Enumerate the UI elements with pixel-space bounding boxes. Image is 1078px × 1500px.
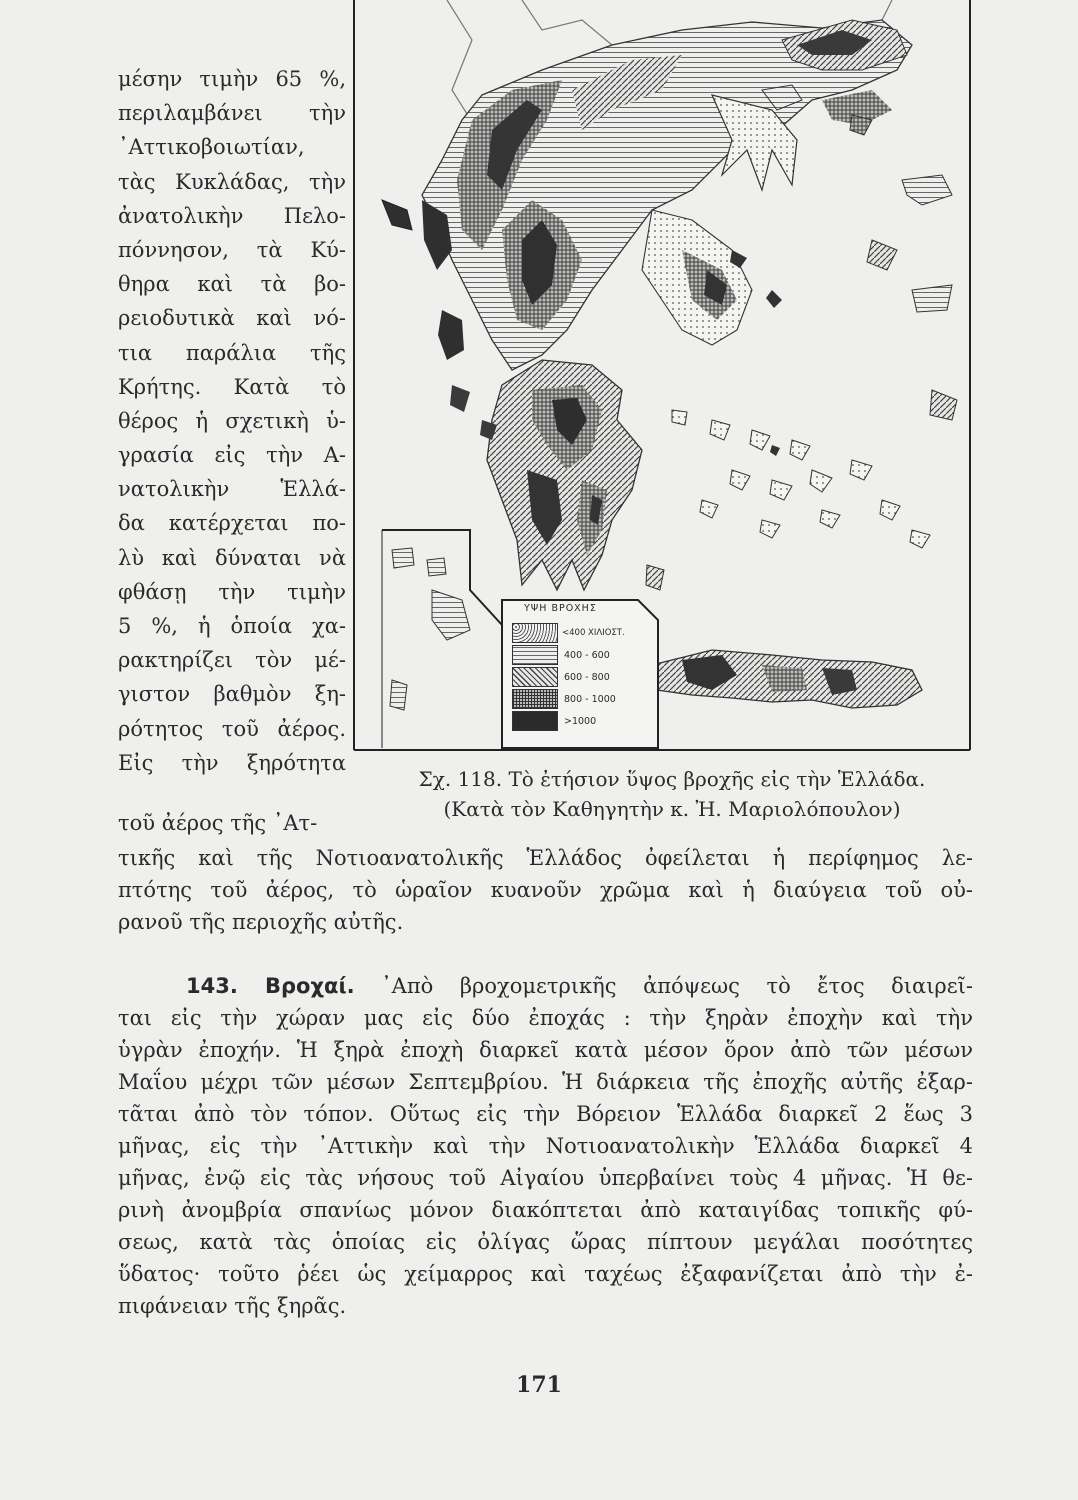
text-line: τᾶται ἀπὸ τὸν τόπον. Οὕτως εἰς τὴν Βόρειον Ἑλλάδα διαρκεῖ 2 ἕως 3 <box>118 1102 973 1126</box>
text-line: θηρα καὶ τὰ βο- <box>118 272 346 297</box>
text-line: νατολικὴν Ἑλλά- <box>118 477 346 502</box>
legend-swatch-grid <box>512 689 558 709</box>
figure-caption <box>372 764 972 824</box>
legend-label: <400 ΧΙΛΙΟΣΤ. <box>562 628 625 638</box>
greece-rainfall-map <box>352 0 972 752</box>
text-line: τια παράλια τῆς <box>118 340 346 365</box>
text-line: γρασία εἰς τὴν Α- <box>118 443 346 468</box>
text-line: ται εἰς τὴν χώραν μας εἰς δύο ἐποχάς : τὴν ξηρὰν ἐποχὴν καὶ τὴν <box>118 1006 973 1030</box>
legend-title: ΥΨΗ ΒΡΟΧΗΣ <box>524 603 597 614</box>
caption-source: (Κατὰ τὸν Καθηγητὴν κ. Ἠ. Μαριολόπουλον) <box>443 797 901 821</box>
text-line: μέσην τιμὴν 65 %, <box>118 67 346 91</box>
text-line: ρότητος τοῦ ἀέρος. <box>118 716 346 741</box>
text-line: ρειοδυτικὰ καὶ νό- <box>118 306 346 331</box>
legend-item <box>512 666 652 688</box>
legend-label: 400 - 600 <box>564 649 610 661</box>
page-number: 171 <box>516 1372 562 1398</box>
text-line: Μαΐου μέχρι τῶν μέσων Σεπτεμβρίου. Ἡ διάρκεια τῆς ἐποχῆς αὐτῆς ἐξαρ- <box>118 1070 973 1094</box>
text-line: ὕδατος· τοῦτο ῥέει ὡς χείμαρρος καὶ ταχέως ἐξαφανίζεται ἀπὸ τὴν ἐ- <box>118 1262 973 1286</box>
legend-label: 600 - 800 <box>564 671 610 683</box>
text-line: πτότης τοῦ ἀέρος, τὸ ὡραῖον κυανοῦν χρῶμα καὶ ἡ διαύγεια τοῦ οὐ- <box>118 878 973 902</box>
text-line: πόννησον, τὰ Κύ- <box>118 237 346 262</box>
text-line: ὑγρὰν ἐποχήν. Ἡ ξηρὰ ἐποχὴ διαρκεῖ κατὰ μέσον ὅρον ἀπὸ τῶν μέσων <box>118 1038 973 1062</box>
text-line: τοῦ ἀέρος τῆς ᾿Ατ- <box>118 811 318 835</box>
text-line: 5 %, ἡ ὁποία χα- <box>118 614 346 638</box>
legend-item <box>512 688 652 710</box>
text-line: θέρος ἡ σχετικὴ ὑ- <box>118 408 346 433</box>
text-line: δα κατέρχεται πο- <box>118 511 346 536</box>
rainfall-map-figure <box>352 0 972 752</box>
legend-swatch-solid <box>512 711 558 731</box>
text-line: τὰς Κυκλάδας, τὴν <box>118 169 346 194</box>
text-line: τικῆς καὶ τῆς Νοτιοανατολικῆς Ἑλλάδος ὀφείλεται ἡ περίφημος λε- <box>118 846 973 870</box>
text-line: φθάσῃ τὴν τιμὴν <box>118 579 346 604</box>
legend-item <box>512 644 652 666</box>
section-143 <box>118 970 973 1322</box>
text-line: πιφάνειαν τῆς ξηρᾶς. <box>118 1294 347 1318</box>
text-line: ρανοῦ τῆς περιοχῆς αὐτῆς. <box>118 910 404 934</box>
text-line: Εἰς τὴν ξηρότητα <box>118 750 346 775</box>
text-fragment: ᾿Απὸ βροχομετρικῆς ἀπόψεως τὸ ἔτος διαιρεῖ- <box>381 974 973 998</box>
text-line: γιστον βαθμὸν ξη- <box>118 682 346 707</box>
section-first-line <box>118 970 973 1002</box>
text-line: σεως, κατὰ τὰς ὁποίας εἰς ὀλίγας ὥρας πίπτουν μεγάλαι ποσότητες <box>118 1230 973 1254</box>
text-line: λὺ καὶ δύναται νὰ <box>118 545 346 570</box>
text-line: μῆνας, εἰς τὴν ᾿Αττικὴν καὶ τὴν Νοτιοανατολικὴν Ἑλλάδα διαρκεῖ 4 <box>118 1134 973 1158</box>
caption-title: Σχ. 118. Τὸ ἐτήσιον ὕψος βροχῆς εἰς τὴν Ἑλλάδα. <box>418 767 926 791</box>
legend-label: 800 - 1000 <box>564 693 616 705</box>
section-heading: 143. Βροχαί. <box>186 974 355 998</box>
text-line: περιλαμβάνει τὴν <box>118 101 346 126</box>
legend-item <box>512 622 652 644</box>
left-column-text <box>118 62 346 780</box>
map-legend <box>512 603 652 732</box>
legend-label: >1000 <box>564 715 597 727</box>
legend-swatch-dlines <box>512 667 558 687</box>
legend-swatch-dots <box>512 623 558 643</box>
paragraph <box>118 842 973 938</box>
text-line: μῆνας, ἐνῷ εἰς τὰς νήσους τοῦ Αἰγαίου ὑπερβαίνει τοὺς 4 μῆνας. Ἡ θε- <box>118 1166 973 1190</box>
text-line: ἀνατολικὴν Πελο- <box>118 203 346 228</box>
legend-item <box>512 710 652 732</box>
text-line: ρακτηρίζει τὸν μέ- <box>118 648 346 673</box>
legend-swatch-hlines <box>512 645 558 665</box>
text-line: ᾿Αττικοβοιωτίαν, <box>118 135 305 160</box>
text-line: Κρήτης. Κατὰ τὸ <box>118 374 346 399</box>
text-line: ρινὴ ἀνομβρία σπανίως μόνον διακόπτεται ἀπὸ καταιγίδας τοπικῆς φύ- <box>118 1198 973 1222</box>
